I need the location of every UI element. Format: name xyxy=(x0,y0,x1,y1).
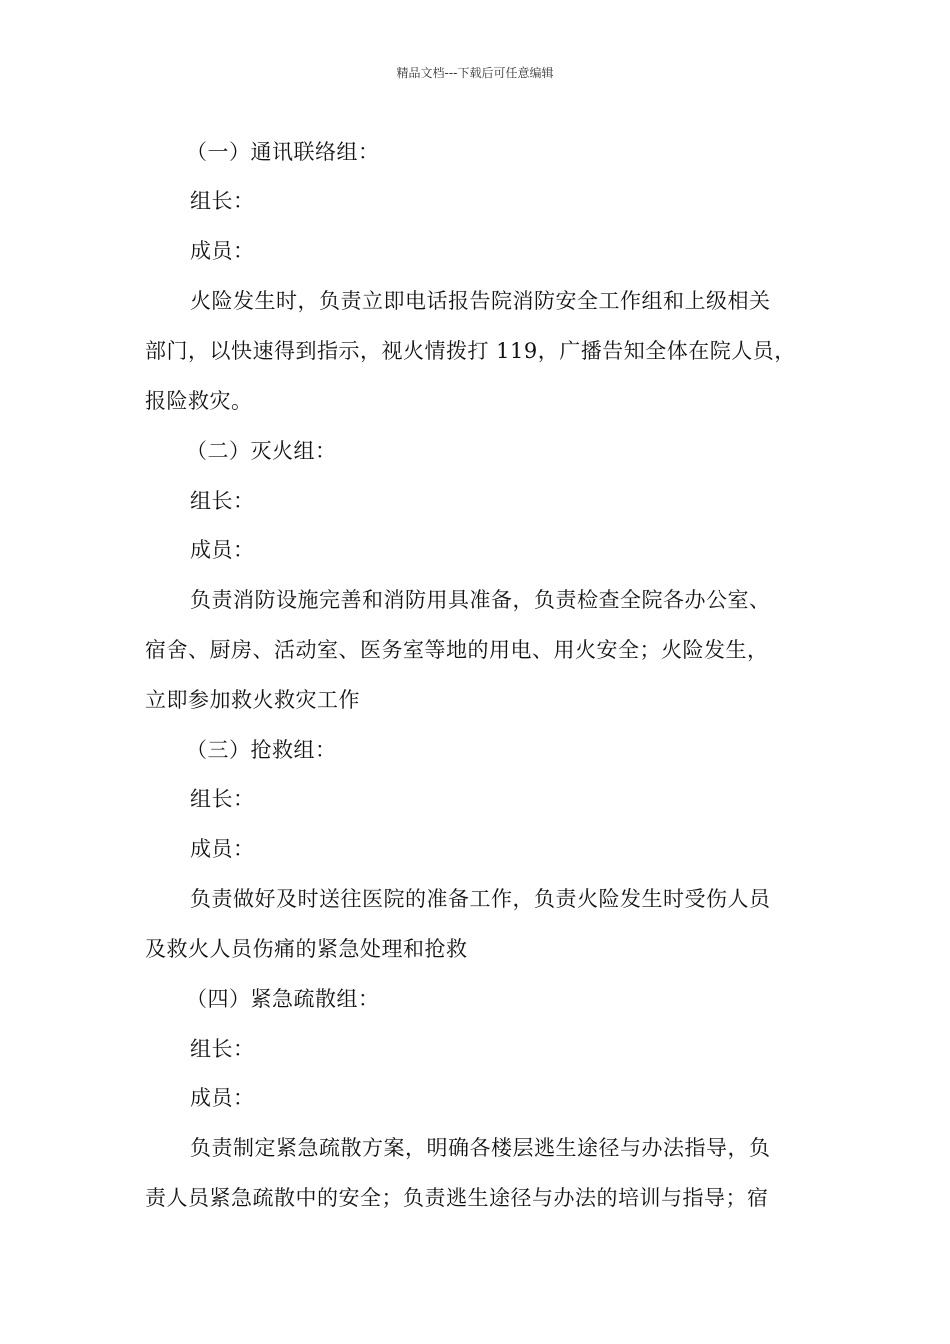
duty-paragraph-line: 责人员紧急疏散中的安全；负责逃生途径与办法的培训与指导；宿 xyxy=(145,1186,769,1210)
duty-paragraph-line: 负责制定紧急疏散方案，明确各楼层逃生途径与办法指导，负 xyxy=(190,1136,771,1160)
section-heading: （四）紧急疏散组： xyxy=(186,987,380,1011)
duty-paragraph-line: 立即参加救火救灾工作 xyxy=(145,688,360,712)
members-label: 成员： xyxy=(190,1086,255,1110)
duty-paragraph-line: 负责做好及时送往医院的准备工作，负责火险发生时受伤人员 xyxy=(190,887,771,911)
section-heading: （二）灭火组： xyxy=(186,439,337,463)
duty-paragraph-line: 部门，以快速得到指示，视火情拨打 119，广播告知全体在院人员， xyxy=(145,339,796,363)
duty-paragraph-line: 宿舍、厨房、活动室、医务室等地的用电、用火安全；火险发生， xyxy=(145,638,769,662)
duty-paragraph-line: 及救火人员伤痛的紧急处理和抢救 xyxy=(145,937,468,961)
leader-label: 组长： xyxy=(190,489,255,513)
leader-label: 组长： xyxy=(190,189,255,213)
section-heading: （三）抢救组： xyxy=(186,738,337,762)
section-heading: （一）通讯联络组： xyxy=(186,140,380,164)
page-header: 精品文档---下载后可任意编辑 xyxy=(396,66,554,80)
duty-paragraph-line: 报险救灾。 xyxy=(145,389,253,413)
members-label: 成员： xyxy=(190,239,255,263)
leader-label: 组长： xyxy=(190,1037,255,1061)
leader-label: 组长： xyxy=(190,787,255,811)
duty-paragraph-line: 负责消防设施完善和消防用具准备，负责检查全院各办公室、 xyxy=(190,588,771,612)
members-label: 成员： xyxy=(190,538,255,562)
members-label: 成员： xyxy=(190,837,255,861)
duty-paragraph-line: 火险发生时，负责立即电话报告院消防安全工作组和上级相关 xyxy=(190,289,771,313)
